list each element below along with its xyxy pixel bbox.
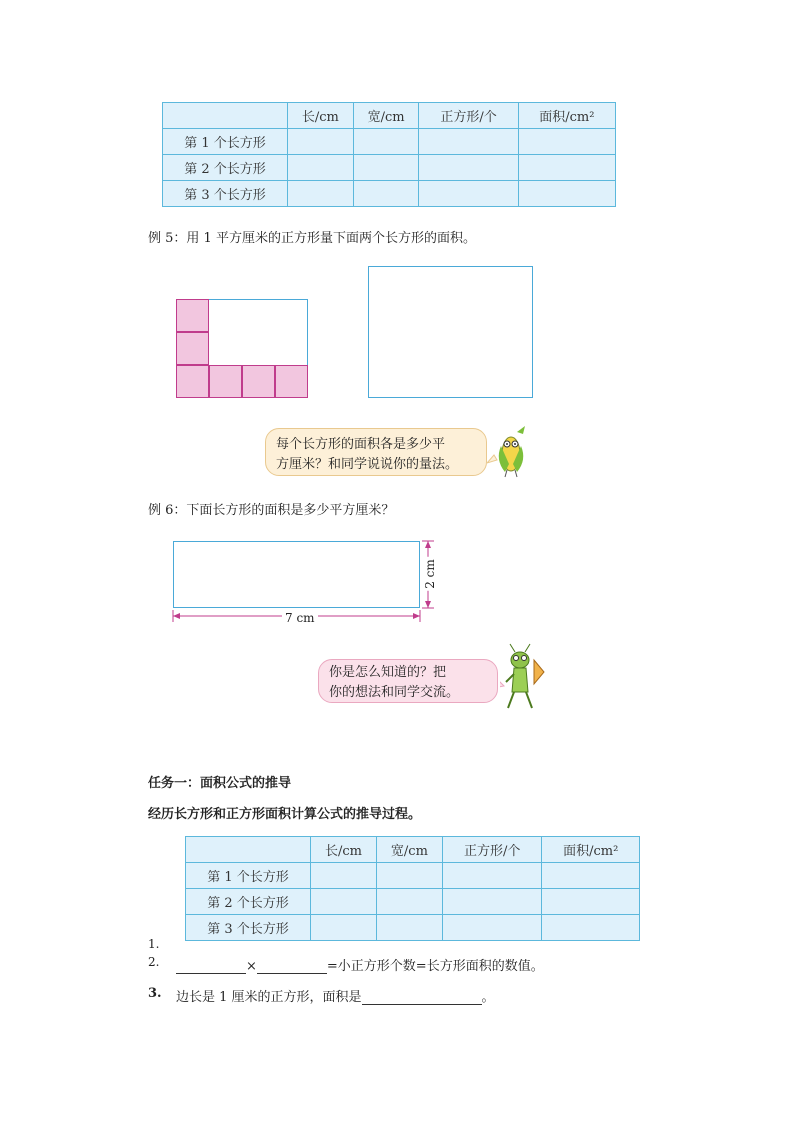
header-cell: 长/cm	[311, 837, 377, 863]
table-cell	[376, 889, 442, 915]
header-cell: 面积/cm²	[518, 103, 615, 129]
item-1-number: 1.	[148, 937, 160, 951]
item-3-number: 3.	[148, 986, 162, 1001]
blank-line[interactable]	[257, 959, 327, 974]
unit-square	[176, 365, 209, 398]
unit-square	[242, 365, 275, 398]
table-cell	[442, 863, 542, 889]
unit-square	[275, 365, 308, 398]
table-cell	[542, 863, 640, 889]
header-cell: 宽/cm	[376, 837, 442, 863]
bubble-line: 方厘米？和同学说说你的量法。	[276, 457, 459, 472]
row-label: 第 3 个长方形	[163, 181, 288, 207]
bubble-line: 你是怎么知道的？把	[329, 665, 447, 680]
table-cell	[311, 863, 377, 889]
speech-bubble-1	[265, 428, 487, 476]
question-text: 边长是 1 厘米的正方形，面积是	[176, 990, 362, 1005]
header-cell	[163, 103, 288, 129]
table-cell	[353, 129, 419, 155]
table-header-row	[186, 837, 640, 863]
length-label: 7 cm	[282, 611, 318, 625]
table-cell	[542, 915, 640, 941]
measurement-table-1	[162, 102, 616, 207]
table-cell	[376, 915, 442, 941]
table-row	[163, 129, 616, 155]
unit-square	[176, 332, 209, 365]
header-cell: 宽/cm	[353, 103, 419, 129]
table-cell	[419, 129, 518, 155]
formula-tail: =小正方形个数=长方形面积的数值。	[326, 959, 544, 974]
table-cell	[442, 889, 542, 915]
header-cell: 面积/cm²	[542, 837, 640, 863]
times-sign: ×	[246, 959, 257, 974]
table-row	[163, 181, 616, 207]
example5-text: 例 5：用 1 平方厘米的正方形量下面两个长方形的面积。	[148, 231, 476, 246]
row-label: 第 1 个长方形	[163, 129, 288, 155]
bubble-line: 你的想法和同学交流。	[329, 685, 460, 700]
unit-square	[176, 299, 209, 332]
task-title: 任务一：面积公式的推导	[148, 776, 292, 791]
table-cell	[353, 155, 419, 181]
table-cell	[288, 181, 354, 207]
measurement-table-2	[185, 836, 640, 941]
rectangle-b	[368, 266, 533, 398]
item-3-question	[176, 986, 495, 1005]
table-cell	[288, 129, 354, 155]
example6-text: 例 6：下面长方形的面积是多少平方厘米？	[148, 503, 395, 518]
table-row	[186, 863, 640, 889]
table-cell	[419, 155, 518, 181]
table-row	[186, 889, 640, 915]
blank-line[interactable]	[362, 990, 482, 1005]
width-label: 2 cm	[422, 559, 437, 589]
corn-character-icon	[487, 424, 531, 478]
row-label: 第 2 个长方形	[186, 889, 311, 915]
table-cell	[518, 129, 615, 155]
table-header-row	[163, 103, 616, 129]
table-cell	[419, 181, 518, 207]
table-row	[163, 155, 616, 181]
bubble-line: 每个长方形的面积各是多少平	[276, 437, 446, 452]
table-row	[186, 915, 640, 941]
header-cell: 正方形/个	[442, 837, 542, 863]
table-cell	[542, 889, 640, 915]
grasshopper-character-icon	[500, 642, 548, 714]
task-subtitle: 经历长方形和正方形面积计算公式的推导过程。	[148, 807, 422, 822]
table-cell	[288, 155, 354, 181]
speech-bubble-2	[318, 659, 498, 703]
row-label: 第 2 个长方形	[163, 155, 288, 181]
table-cell	[376, 863, 442, 889]
table-cell	[442, 915, 542, 941]
item-2-formula	[176, 955, 544, 974]
row-label: 第 3 个长方形	[186, 915, 311, 941]
table-cell	[353, 181, 419, 207]
period: 。	[481, 990, 495, 1005]
table-cell	[311, 915, 377, 941]
table-cell	[518, 155, 615, 181]
header-cell: 正方形/个	[419, 103, 518, 129]
header-cell: 长/cm	[288, 103, 354, 129]
blank-line[interactable]	[176, 959, 246, 974]
table-cell	[518, 181, 615, 207]
unit-square	[209, 365, 242, 398]
header-cell	[186, 837, 311, 863]
row-label: 第 1 个长方形	[186, 863, 311, 889]
item-2-number: 2.	[148, 955, 160, 969]
table-cell	[311, 889, 377, 915]
